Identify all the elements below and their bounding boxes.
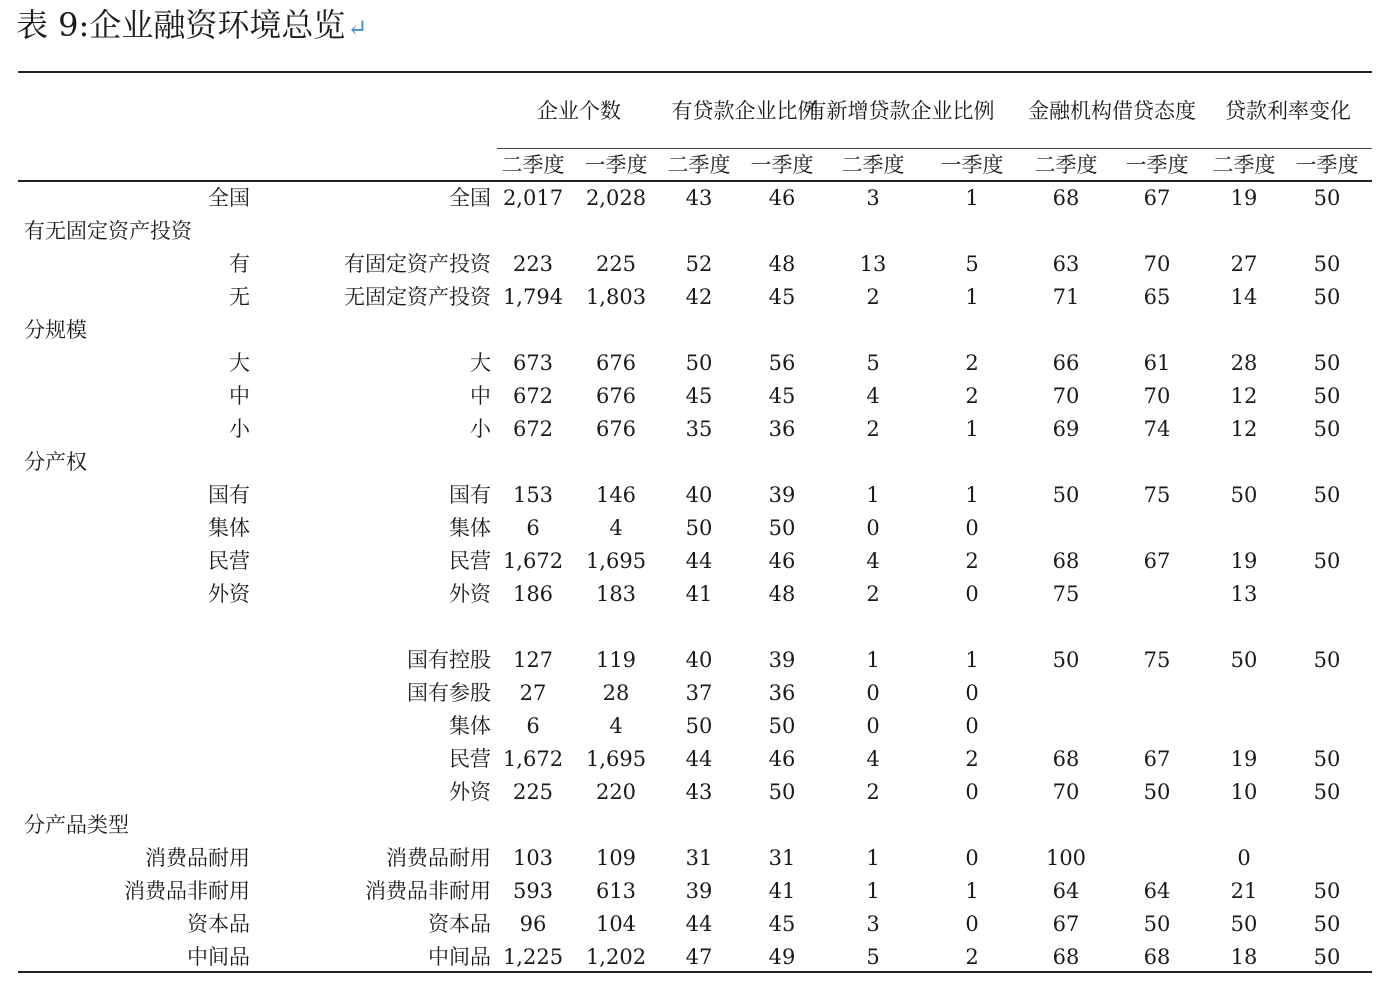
table-cell: 1 bbox=[965, 186, 979, 210]
table-cell: 39 bbox=[768, 483, 796, 507]
table-cell: 68 bbox=[1052, 549, 1080, 573]
table-cell: 50 bbox=[1143, 912, 1171, 936]
table-cell: 45 bbox=[768, 285, 796, 309]
table-cell: 19 bbox=[1230, 186, 1258, 210]
row-subcategory-label: 国有 bbox=[449, 483, 491, 507]
row-subcategory-label: 无固定资产投资 bbox=[344, 285, 491, 309]
table-bottom-rule bbox=[18, 971, 1372, 973]
table-cell: 70 bbox=[1143, 384, 1171, 408]
table-cell: 672 bbox=[512, 384, 554, 408]
row-category-label: 中 bbox=[229, 384, 250, 408]
paragraph-mark-icon: ↵ bbox=[347, 14, 368, 42]
table-cell: 186 bbox=[512, 582, 554, 606]
table-cell: 40 bbox=[685, 483, 713, 507]
table-cell: 1,225 bbox=[502, 945, 564, 969]
row-category-label: 有 bbox=[229, 252, 250, 276]
table-cell: 0 bbox=[965, 582, 979, 606]
table-cell: 61 bbox=[1143, 351, 1171, 375]
table-cell: 5 bbox=[866, 945, 880, 969]
table-cell: 5 bbox=[866, 351, 880, 375]
table-top-rule bbox=[18, 71, 1372, 73]
table-cell: 593 bbox=[512, 879, 554, 903]
table-cell: 35 bbox=[685, 417, 713, 441]
table-cell: 28 bbox=[602, 681, 630, 705]
table-cell: 31 bbox=[685, 846, 713, 870]
table-cell: 0 bbox=[965, 780, 979, 804]
table-cell: 1 bbox=[866, 846, 880, 870]
row-subcategory-label: 外资 bbox=[449, 780, 491, 804]
row-subcategory-label: 消费品耐用 bbox=[386, 846, 491, 870]
table-cell: 48 bbox=[768, 582, 796, 606]
table-cell: 50 bbox=[1052, 648, 1080, 672]
table-cell: 50 bbox=[685, 351, 713, 375]
table-cell: 64 bbox=[1052, 879, 1080, 903]
row-category-label: 集体 bbox=[208, 516, 250, 540]
table-cell: 50 bbox=[1313, 879, 1341, 903]
column-subheader: 一季度 bbox=[1125, 153, 1189, 177]
table-cell: 50 bbox=[1230, 912, 1258, 936]
table-cell: 70 bbox=[1052, 384, 1080, 408]
section-heading: 分产权 bbox=[24, 450, 87, 474]
column-group-header: 企业个数 bbox=[537, 99, 621, 123]
table-cell: 67 bbox=[1143, 186, 1171, 210]
table-cell: 41 bbox=[768, 879, 796, 903]
table-cell: 50 bbox=[1313, 483, 1341, 507]
table-cell: 63 bbox=[1052, 252, 1080, 276]
table-cell: 43 bbox=[685, 780, 713, 804]
table-cell: 50 bbox=[685, 714, 713, 738]
table-cell: 45 bbox=[768, 912, 796, 936]
table-cell: 103 bbox=[512, 846, 554, 870]
table-cell: 4 bbox=[866, 747, 880, 771]
table-cell: 12 bbox=[1230, 384, 1258, 408]
table-cell: 0 bbox=[965, 912, 979, 936]
table-cell: 74 bbox=[1143, 417, 1171, 441]
header-group-rule bbox=[497, 148, 1372, 149]
table-cell: 225 bbox=[595, 252, 637, 276]
table-cell: 68 bbox=[1052, 186, 1080, 210]
table-cell: 31 bbox=[768, 846, 796, 870]
column-subheader: 一季度 bbox=[940, 153, 1004, 177]
table-cell: 50 bbox=[1313, 747, 1341, 771]
table-cell: 676 bbox=[595, 417, 637, 441]
row-category-label: 消费品非耐用 bbox=[124, 879, 250, 903]
table-cell: 50 bbox=[1313, 351, 1341, 375]
row-subcategory-label: 集体 bbox=[449, 714, 491, 738]
table-cell: 4 bbox=[866, 384, 880, 408]
table-cell: 50 bbox=[1313, 252, 1341, 276]
table-cell: 2 bbox=[965, 351, 979, 375]
row-subcategory-label: 资本品 bbox=[428, 912, 491, 936]
table-cell: 146 bbox=[595, 483, 637, 507]
table-cell: 44 bbox=[685, 747, 713, 771]
row-subcategory-label: 中间品 bbox=[428, 945, 491, 969]
table-cell: 613 bbox=[595, 879, 637, 903]
table-cell: 4 bbox=[609, 516, 623, 540]
table-cell: 75 bbox=[1143, 483, 1171, 507]
table-cell: 0 bbox=[965, 681, 979, 705]
table-cell: 2 bbox=[866, 285, 880, 309]
table-cell: 46 bbox=[768, 747, 796, 771]
row-subcategory-label: 大 bbox=[470, 351, 491, 375]
table-cell: 64 bbox=[1143, 879, 1171, 903]
row-category-label: 无 bbox=[229, 285, 250, 309]
table-cell: 47 bbox=[685, 945, 713, 969]
table-cell: 153 bbox=[512, 483, 554, 507]
table-cell: 50 bbox=[1230, 483, 1258, 507]
table-cell: 56 bbox=[768, 351, 796, 375]
row-subcategory-label: 消费品非耐用 bbox=[365, 879, 491, 903]
row-subcategory-label: 有固定资产投资 bbox=[344, 252, 491, 276]
header-bottom-rule bbox=[18, 180, 1372, 182]
table-cell: 0 bbox=[965, 714, 979, 738]
row-category-label: 大 bbox=[229, 351, 250, 375]
table-cell: 1,695 bbox=[585, 747, 647, 771]
row-subcategory-label: 小 bbox=[470, 417, 491, 441]
table-cell: 1,672 bbox=[502, 549, 564, 573]
table-cell: 1,672 bbox=[502, 747, 564, 771]
column-group-header: 有贷款企业比例 bbox=[671, 99, 819, 123]
row-subcategory-label: 全国 bbox=[449, 186, 491, 210]
table-cell: 46 bbox=[768, 186, 796, 210]
row-category-label: 小 bbox=[229, 417, 250, 441]
table-cell: 50 bbox=[1052, 483, 1080, 507]
table-cell: 50 bbox=[1143, 780, 1171, 804]
table-cell: 46 bbox=[768, 549, 796, 573]
table-cell: 3 bbox=[866, 912, 880, 936]
table-cell: 50 bbox=[1313, 186, 1341, 210]
table-cell: 39 bbox=[685, 879, 713, 903]
table-cell: 2 bbox=[965, 945, 979, 969]
row-subcategory-label: 集体 bbox=[449, 516, 491, 540]
table-cell: 104 bbox=[595, 912, 637, 936]
table-cell: 37 bbox=[685, 681, 713, 705]
table-cell: 43 bbox=[685, 186, 713, 210]
table-cell: 12 bbox=[1230, 417, 1258, 441]
table-cell: 1 bbox=[965, 879, 979, 903]
table-cell: 49 bbox=[768, 945, 796, 969]
table-cell: 1,202 bbox=[585, 945, 647, 969]
table-cell: 2 bbox=[866, 582, 880, 606]
table-cell: 6 bbox=[526, 714, 540, 738]
table-cell: 2 bbox=[965, 549, 979, 573]
table-cell: 0 bbox=[866, 681, 880, 705]
table-cell: 96 bbox=[519, 912, 547, 936]
table-cell: 1 bbox=[866, 483, 880, 507]
section-heading: 有无固定资产投资 bbox=[24, 219, 192, 243]
table-cell: 50 bbox=[1313, 285, 1341, 309]
table-cell: 13 bbox=[859, 252, 887, 276]
row-category-label: 外资 bbox=[208, 582, 250, 606]
table-cell: 220 bbox=[595, 780, 637, 804]
table-cell: 36 bbox=[768, 681, 796, 705]
table-cell: 44 bbox=[685, 912, 713, 936]
table-cell: 2 bbox=[866, 780, 880, 804]
table-cell: 68 bbox=[1052, 945, 1080, 969]
table-cell: 4 bbox=[609, 714, 623, 738]
table-cell: 52 bbox=[685, 252, 713, 276]
table-cell: 70 bbox=[1052, 780, 1080, 804]
table-cell: 0 bbox=[866, 714, 880, 738]
table-cell: 75 bbox=[1143, 648, 1171, 672]
table-cell: 40 bbox=[685, 648, 713, 672]
table-cell: 1 bbox=[866, 648, 880, 672]
table-cell: 45 bbox=[768, 384, 796, 408]
table-cell: 2,028 bbox=[585, 186, 647, 210]
table-cell: 13 bbox=[1230, 582, 1258, 606]
table-cell: 50 bbox=[1313, 417, 1341, 441]
column-subheader: 二季度 bbox=[667, 153, 731, 177]
table-cell: 50 bbox=[1313, 549, 1341, 573]
table-cell: 19 bbox=[1230, 549, 1258, 573]
table-cell: 66 bbox=[1052, 351, 1080, 375]
table-cell: 50 bbox=[1313, 384, 1341, 408]
table-cell: 67 bbox=[1143, 549, 1171, 573]
column-subheader: 二季度 bbox=[841, 153, 905, 177]
row-category-label: 国有 bbox=[208, 483, 250, 507]
table-cell: 676 bbox=[595, 384, 637, 408]
table-cell: 672 bbox=[512, 417, 554, 441]
table-cell: 223 bbox=[512, 252, 554, 276]
column-subheader: 一季度 bbox=[584, 153, 648, 177]
table-cell: 41 bbox=[685, 582, 713, 606]
table-cell: 45 bbox=[685, 384, 713, 408]
table-cell: 50 bbox=[1313, 648, 1341, 672]
column-group-header: 有新增贷款企业比例 bbox=[805, 99, 995, 123]
table-cell: 0 bbox=[965, 516, 979, 540]
table-cell: 0 bbox=[1237, 846, 1251, 870]
table-cell: 14 bbox=[1230, 285, 1258, 309]
column-subheader: 二季度 bbox=[501, 153, 565, 177]
table-cell: 1 bbox=[965, 285, 979, 309]
table-cell: 119 bbox=[595, 648, 637, 672]
table-cell: 42 bbox=[685, 285, 713, 309]
row-subcategory-label: 外资 bbox=[449, 582, 491, 606]
table-cell: 21 bbox=[1230, 879, 1258, 903]
table-cell: 50 bbox=[1313, 780, 1341, 804]
row-subcategory-label: 中 bbox=[470, 384, 491, 408]
column-group-header: 金融机构借贷态度 bbox=[1028, 99, 1196, 123]
table-cell: 1,794 bbox=[502, 285, 564, 309]
table-cell: 44 bbox=[685, 549, 713, 573]
table-cell: 3 bbox=[866, 186, 880, 210]
table-cell: 75 bbox=[1052, 582, 1080, 606]
table-title-text: 表 9:企业融资环境总览 bbox=[16, 6, 346, 44]
table-cell: 183 bbox=[595, 582, 637, 606]
table-cell: 673 bbox=[512, 351, 554, 375]
table-cell: 127 bbox=[512, 648, 554, 672]
table-cell: 2,017 bbox=[502, 186, 564, 210]
table-cell: 70 bbox=[1143, 252, 1171, 276]
table-cell: 69 bbox=[1052, 417, 1080, 441]
table-cell: 4 bbox=[866, 549, 880, 573]
table-cell: 0 bbox=[965, 846, 979, 870]
table-cell: 1 bbox=[965, 483, 979, 507]
table-cell: 50 bbox=[1313, 945, 1341, 969]
table-cell: 71 bbox=[1052, 285, 1080, 309]
table-cell: 2 bbox=[965, 384, 979, 408]
table-cell: 27 bbox=[519, 681, 547, 705]
table-cell: 100 bbox=[1045, 846, 1087, 870]
table-cell: 1 bbox=[866, 879, 880, 903]
table-cell: 5 bbox=[965, 252, 979, 276]
table-cell: 1,695 bbox=[585, 549, 647, 573]
table-cell: 48 bbox=[768, 252, 796, 276]
table-cell: 50 bbox=[768, 780, 796, 804]
column-subheader: 二季度 bbox=[1034, 153, 1098, 177]
table-cell: 36 bbox=[768, 417, 796, 441]
row-subcategory-label: 民营 bbox=[449, 549, 491, 573]
table-cell: 6 bbox=[526, 516, 540, 540]
table-cell: 39 bbox=[768, 648, 796, 672]
table-cell: 27 bbox=[1230, 252, 1258, 276]
table-cell: 225 bbox=[512, 780, 554, 804]
table-cell: 28 bbox=[1230, 351, 1258, 375]
table-cell: 68 bbox=[1143, 945, 1171, 969]
table-cell: 67 bbox=[1052, 912, 1080, 936]
table-cell: 109 bbox=[595, 846, 637, 870]
section-heading: 分规模 bbox=[24, 318, 87, 342]
table-cell: 676 bbox=[595, 351, 637, 375]
table-cell: 50 bbox=[768, 516, 796, 540]
table-cell: 65 bbox=[1143, 285, 1171, 309]
table-cell: 1 bbox=[965, 648, 979, 672]
table-cell: 1,803 bbox=[585, 285, 647, 309]
row-category-label: 消费品耐用 bbox=[145, 846, 250, 870]
table-cell: 50 bbox=[1313, 912, 1341, 936]
table-cell: 10 bbox=[1230, 780, 1258, 804]
row-category-label: 民营 bbox=[208, 549, 250, 573]
column-subheader: 一季度 bbox=[750, 153, 814, 177]
table-cell: 50 bbox=[1230, 648, 1258, 672]
row-subcategory-label: 国有控股 bbox=[407, 648, 491, 672]
column-subheader: 一季度 bbox=[1295, 153, 1359, 177]
table-cell: 18 bbox=[1230, 945, 1258, 969]
table-cell: 2 bbox=[965, 747, 979, 771]
table-cell: 67 bbox=[1143, 747, 1171, 771]
table-cell: 2 bbox=[866, 417, 880, 441]
row-category-label: 全国 bbox=[208, 186, 250, 210]
column-subheader: 二季度 bbox=[1212, 153, 1276, 177]
row-category-label: 资本品 bbox=[187, 912, 250, 936]
table-cell: 50 bbox=[768, 714, 796, 738]
table-cell: 50 bbox=[685, 516, 713, 540]
section-heading: 分产品类型 bbox=[24, 813, 129, 837]
row-subcategory-label: 民营 bbox=[449, 747, 491, 771]
table-cell: 0 bbox=[866, 516, 880, 540]
row-category-label: 中间品 bbox=[187, 945, 250, 969]
row-subcategory-label: 国有参股 bbox=[407, 681, 491, 705]
column-group-header: 贷款利率变化 bbox=[1225, 99, 1351, 123]
table-cell: 19 bbox=[1230, 747, 1258, 771]
table-cell: 1 bbox=[965, 417, 979, 441]
table-cell: 68 bbox=[1052, 747, 1080, 771]
table-title bbox=[16, 2, 367, 51]
